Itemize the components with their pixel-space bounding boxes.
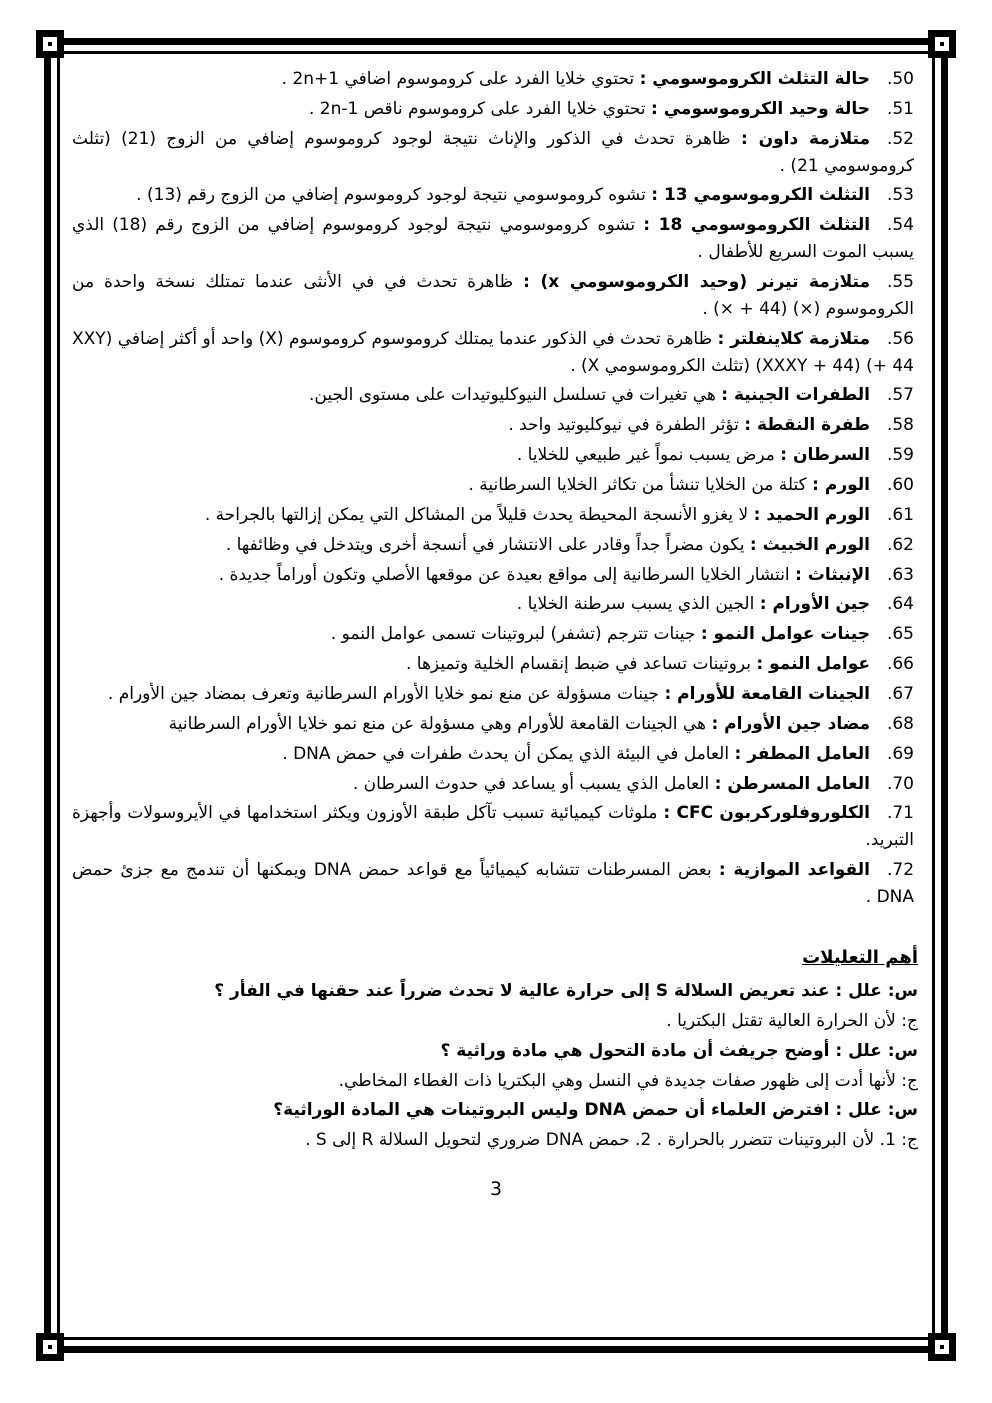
answer-text: ج: لأن الحرارة العالية تقتل البكتريا . <box>666 1010 918 1031</box>
item-number: 66. <box>886 654 914 675</box>
definition-item <box>72 711 914 738</box>
definition-text: العامل في البيئة الذي يمكن أن يحدث طفرات في حمض DNA . <box>282 743 730 764</box>
definition-text: تؤثر الطفرة في نيوكليوتيد واحد . <box>508 415 739 436</box>
item-number: 62. <box>886 534 914 555</box>
term-label: متلازمة داون : <box>740 128 870 149</box>
definition-text: الجين الذي يسبب سرطنة الخلايا . <box>516 594 755 615</box>
item-number: 60. <box>886 475 914 496</box>
definitions-list <box>72 64 920 911</box>
item-number: 54. <box>887 215 915 236</box>
term-label: الكلوروفلوركربون CFC : <box>663 803 870 824</box>
definition-item <box>72 591 914 618</box>
definition-text: جينات تترجم (تشفر) لبروتينات تسمى عوامل النمو . <box>330 624 696 645</box>
page-number: 3 <box>489 1178 503 1201</box>
definition-item <box>72 126 914 180</box>
item-number: 53. <box>886 185 914 206</box>
definition-text: ملوثات كيميائية تسبب تآكل طبقة الأوزون ويكثر استخدامها في الأيروسولات وأجهزة التبريد. <box>72 803 914 851</box>
term-label: حالة وحيد الكروموسومي : <box>651 98 870 119</box>
item-number: 64. <box>886 594 914 615</box>
term-label: العامل المسرطن : <box>714 773 870 794</box>
term-label: الورم : <box>812 475 870 496</box>
term-label: الورم الخبيث : <box>749 534 870 555</box>
item-number: 57. <box>886 385 914 406</box>
question-text: س: علل : أوضح جريفث أن مادة التحول هي مادة وراثية ؟ <box>440 1040 918 1061</box>
definition-item <box>72 96 914 123</box>
definition-text: مرض يسبب نمواً غير طبيعي للخلايا . <box>516 445 775 466</box>
answer-text: ج: 1. لأن البروتينات تتضرر بالحرارة . 2. حمض DNA ضروري لتحويل السلالة R إلى S . <box>305 1130 918 1151</box>
definition-text: جينات مسؤولة عن منع نمو خلايا الأورام السرطانية وتعرف بمضاد جين الأورام . <box>107 684 660 705</box>
item-number: 58. <box>886 415 914 436</box>
item-number: 71. <box>886 803 914 824</box>
definition-item <box>72 800 914 854</box>
term-label: جين الأورام : <box>759 594 870 615</box>
term-label: طفرة النقطة : <box>744 415 870 436</box>
item-number: 72. <box>886 860 915 881</box>
definition-item <box>72 472 914 499</box>
definition-text: كتلة من الخلايا تنشأ من تكاثر الخلايا السرطانية . <box>468 475 807 496</box>
term-label: متلازمة كلاينفلتر : <box>717 328 870 349</box>
definition-text: انتشار الخلايا السرطانية إلى مواقع بعيدة عن موقعها الأصلي وتكون أوراماً جديدة . <box>218 564 790 585</box>
border-corner-ornament <box>36 1333 64 1361</box>
definition-text: بعض المسرطنات تتشابه كيميائياً مع قواعد حمض DNA ويمكنها أن تندمج مع جزئ حمض DNA . <box>72 860 914 908</box>
term-label: جينات عوامل النمو : <box>700 624 870 645</box>
definition-item <box>72 681 914 708</box>
item-number: 65. <box>886 624 914 645</box>
border-corner-ornament <box>36 30 64 58</box>
term-label: الطفرات الجينية : <box>721 385 870 406</box>
item-number: 69. <box>886 743 914 764</box>
item-number: 52. <box>886 128 914 149</box>
definition-text: ظاهرة تحدث في الذكور والإناث نتيجة لوجود كروموسوم إضافي من الزوج (21) (تثلث كروموسومي 21) . <box>72 128 914 176</box>
item-number: 56. <box>886 328 914 349</box>
definition-item <box>72 771 914 798</box>
border-corner-ornament <box>928 1333 956 1361</box>
definition-text: العامل الذي يسبب أو يساعد في حدوث السرطان . <box>352 773 710 794</box>
item-number: 55. <box>886 272 914 293</box>
term-label: التثلث الكروموسومي 13 : <box>651 185 870 206</box>
term-label: متلازمة تيرنر (وحيد الكروموسومي x) : <box>523 272 870 293</box>
definition-text: تحتوي خلايا الفرد على كروموسوم ناقص 2n-1 . <box>308 98 646 119</box>
definition-item <box>72 212 914 266</box>
definition-text: ظاهرة تحدث في الذكور عندما يمتلك كروموسوم كروموسوم (X) واحد أو أكثر إضافي (XXY + 44) (XXXY + 44) (تثلث الكروموسومي X) . <box>72 328 914 376</box>
term-label: الجينات القامعة للأورام : <box>664 684 870 705</box>
term-label: مضاد جين الأورام : <box>711 713 870 734</box>
term-label: التثلث الكروموسومي 18 : <box>643 215 871 236</box>
item-number: 63. <box>886 564 914 585</box>
definition-item <box>72 326 914 380</box>
definition-text: بروتينات تساعد في ضبط إنقسام الخلية وتميزها . <box>405 654 751 675</box>
item-number: 68. <box>886 713 914 734</box>
definition-item <box>72 857 914 911</box>
definition-item <box>72 66 914 93</box>
definition-text: ظاهرة تحدث في في الأنثى عندما تمتلك نسخة واحدة من الكروموسوم (×) (44 + ×) . <box>72 272 914 319</box>
question-text: س: علل : افترض العلماء أن حمض DNA وليس البروتينات هي المادة الوراثية؟ <box>273 1100 918 1121</box>
qa-section <box>72 978 920 1154</box>
definition-text: تشوه كروموسومي نتيجة لوجود كروموسوم إضافي من الزوج رقم (13) . <box>136 185 646 206</box>
question-text: س: علل : عند تعريض السلالة S إلى حرارة عالية لا تحدث ضرراً عند حقنها في الفأر ؟ <box>214 980 918 1001</box>
definition-item <box>72 532 914 559</box>
term-label: السرطان : <box>780 445 870 466</box>
item-number: 51. <box>886 98 914 119</box>
definition-item <box>72 502 914 529</box>
definition-item <box>72 269 914 323</box>
definition-text: هي الجينات القامعة للأورام وهي مسؤولة عن منع نمو خلايا الأورام السرطانية <box>168 713 707 734</box>
item-number: 59. <box>886 445 914 466</box>
item-number: 50. <box>886 69 914 89</box>
definition-item <box>72 621 914 648</box>
definition-text: يكون مضراً جداً وقادر على الانتشار في أنسجة أخرى ويتدخل في وظائفها . <box>225 534 745 555</box>
item-number: 61. <box>886 504 914 525</box>
definition-item <box>72 182 914 209</box>
page-content <box>72 64 920 1327</box>
section-title: أهم التعليلات <box>802 946 918 968</box>
term-label: الورم الحميد : <box>753 504 870 525</box>
definition-item <box>72 741 914 768</box>
term-label: حالة التثلث الكروموسومي : <box>639 69 870 89</box>
definition-text: هي تغيرات في تسلسل النيوكليوتيدات على مستوى الجين. <box>309 385 716 406</box>
term-label: عوامل النمو : <box>756 654 870 675</box>
item-number: 70. <box>886 773 914 794</box>
definition-text: تحتوي خلايا الفرد على كروموسوم اضافي 2n+1 . <box>281 69 635 89</box>
item-number: 67. <box>886 684 914 705</box>
definition-item <box>72 382 914 409</box>
definition-item <box>72 442 914 469</box>
term-label: القواعد الموازية : <box>718 860 871 881</box>
border-corner-ornament <box>928 30 956 58</box>
definition-text: لا يغزو الأنسجة المحيطة يحدث قليلاً من المشاكل التي يمكن إزالتها بالجراحة . <box>204 504 749 525</box>
term-label: الإنبثاث : <box>795 564 870 585</box>
term-label: العامل المطفر : <box>734 743 870 764</box>
answer-text: ج: لأنها أدت إلى ظهور صفات جديدة في النسل وهي البكتريا ذات الغطاء المخاطي. <box>338 1070 918 1091</box>
definition-item <box>72 562 914 589</box>
definition-item <box>72 412 914 439</box>
definition-item <box>72 651 914 678</box>
definition-text: تشوه كروموسومي نتيجة لوجود كروموسوم إضافي من الزوج رقم (18) الذي يسبب الموت السريع للأطفال . <box>72 215 914 263</box>
